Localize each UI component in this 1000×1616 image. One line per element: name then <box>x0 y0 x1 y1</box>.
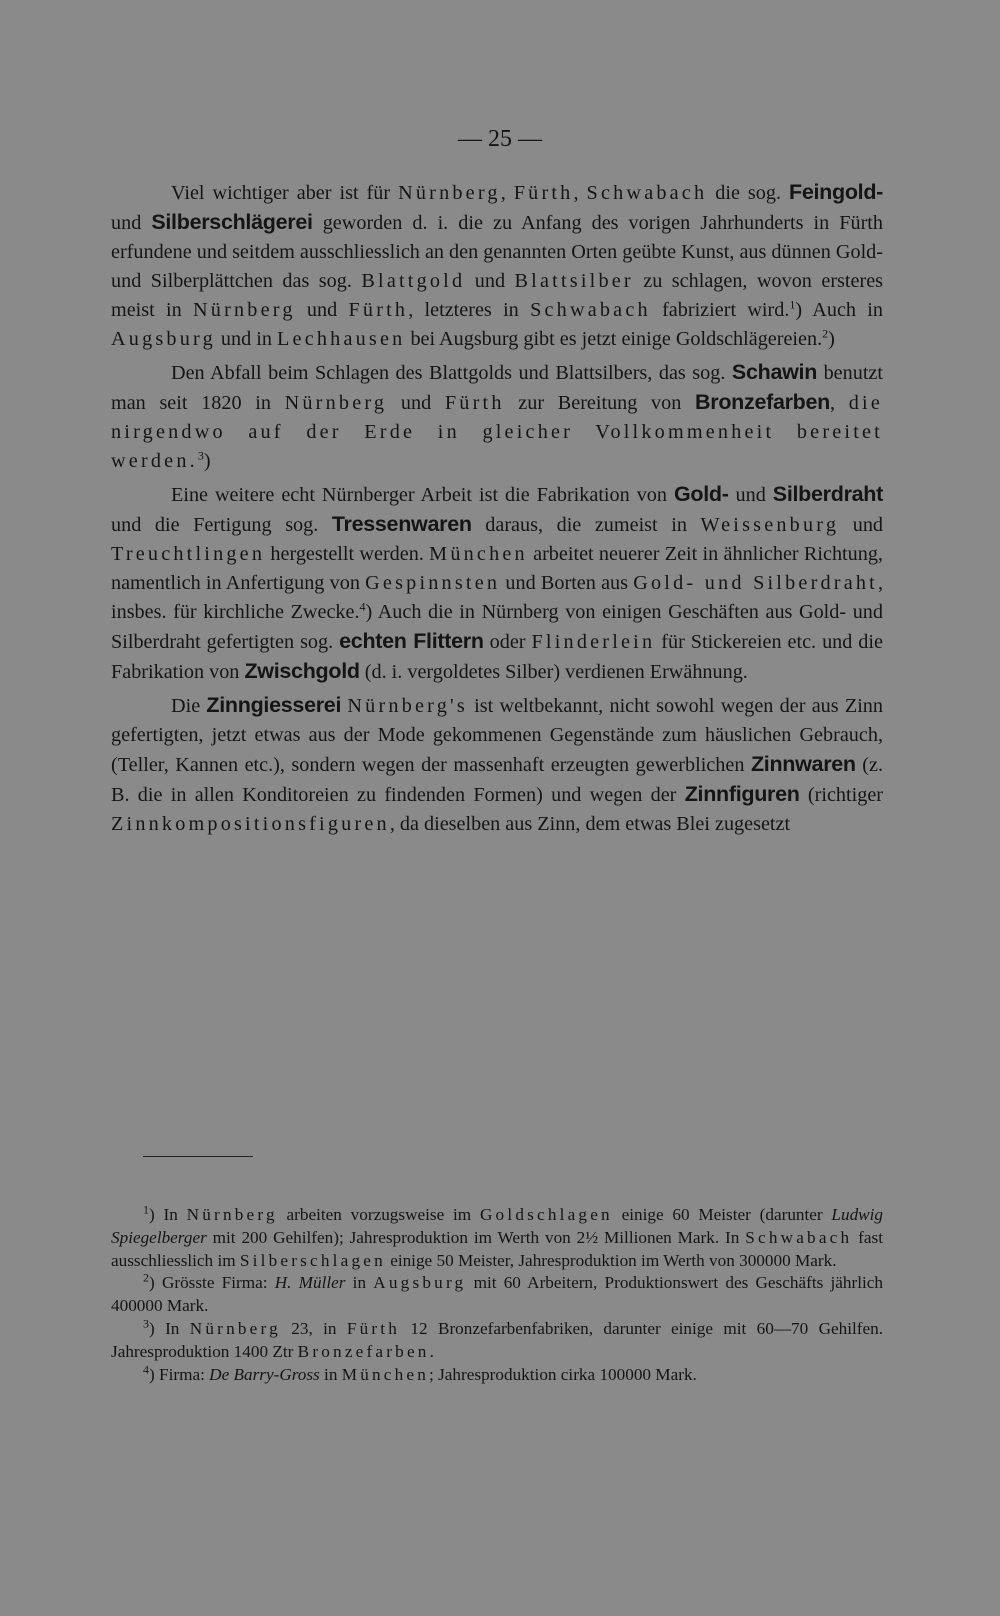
main-text <box>111 178 883 843</box>
footnote-1: $^1$) In Nürnberg arbeiten vorzugsweise im Goldschlagen einige 60 Meister (darunter Ludwig Spiegelberger mit 200 Gehilfen); Jahresproduktion im Werth von 2½ Millionen Mark. In Schwabach fast ausschliesslich im Silberschlagen einige 50 Meister, Jahresproduktion im Werth von 300000 Mark. <box>111 1202 884 1270</box>
paragraph-schawin: Den Abfall beim Schlagen des Blattgolds und Blattsilbers, das sog. Schawin benutzt man seit 1820 in Nürnberg und Fürth zur Bereitung von Bronzefarben, die nirgendwo auf der Erde in gleicher Vollkommenheit bereitet werden.$^3$) <box>111 360 884 472</box>
page-number: — 25 — <box>458 126 542 152</box>
paragraph-zinngiesserei: Die Zinngiesserei Nürnberg's ist weltbekannt, nicht sowohl wegen der aus Zinn gefertigten, jetzt etwas aus der Mode gekommenen Gegenstände zum häuslichen Gebrauch, (Teller, Kannen etc.), sondern wegen der massenhaft erzeugten gewerblichen Zinnwaren (z. B. die in allen Konditoreien zu findenden Formen) und wegen der Zinnfiguren (richtiger Zinnkompositionsfiguren, da dieselben aus Zinn, dem etwas Blei zugesetzt <box>111 693 884 835</box>
footnote-ref-3: 3 <box>197 448 204 463</box>
footnote-4: $^4$) Firma: De Barry-Gross in München; Jahresproduktion cirka 100000 Mark. <box>143 1361 697 1384</box>
footnote-2: $^2$) Grösste Firma: H. Müller in Augsburg mit 60 Arbeitern, Produktionswert des Geschäfts jährlich 400000 Mark. <box>111 1270 883 1316</box>
footnotes <box>111 1204 883 1386</box>
footnote-3: $^3$) In Nürnberg 23, in Fürth 12 Bronzefarbenfabriken, darunter einige mit 60—70 Gehilfen. Jahresproduktion 1400 Ztr Bronzefarben. <box>111 1316 883 1361</box>
paragraph-silberdraht: Eine weitere echt Nürnberger Arbeit ist die Fabrikation von Gold- und Silberdraht und die Fertigung sog. Tressenwaren daraus, die zumeist in Weissenburg und Treuchtlingen hergestellt werden. München arbeitet neuerer Zeit in ähnlicher Richtung, namentlich in Anfertigung von Gespinnsten und Borten aus Gold- und Silberdraht, insbes. für kirchliche Zwecke.$^4$) Auch die in Nürnberg von einigen Geschäften aus Gold- und Silberdraht gefertigten sog. echten Flittern oder Flinderlein für Stickereien etc. und die Fabrikation von Zwischgold (d. i. vergoldetes Silber) verdienen Erwähnung. <box>111 482 884 683</box>
footnote-ref-1: 1 <box>789 297 796 312</box>
footnote-divider <box>143 1156 253 1157</box>
footnote-ref-2: 2 <box>822 326 829 341</box>
paragraph-goldschlaegerei: Viel wichtiger aber ist für Nürnberg, Fürth, Schwabach die sog. Feingold- und Silberschlägerei geworden d. i. die zu Anfang des vorigen Jahrhunderts in Fürth erfundene und seitdem ausschliesslich an den genannten Orten geübte Kunst, aus dünnen Gold- und Silberplättchen das sog. Blattgold und Blattsilber zu schlagen, wovon ersteres meist in Nürnberg und Fürth, letzteres in Schwabach fabriziert wird.$^1$) Auch in Augsburg und in Lechhausen bei Augsburg gibt es jetzt einige Goldschlägereien.$^2$) <box>111 180 884 350</box>
footnote-ref-4: 4 <box>359 599 366 614</box>
